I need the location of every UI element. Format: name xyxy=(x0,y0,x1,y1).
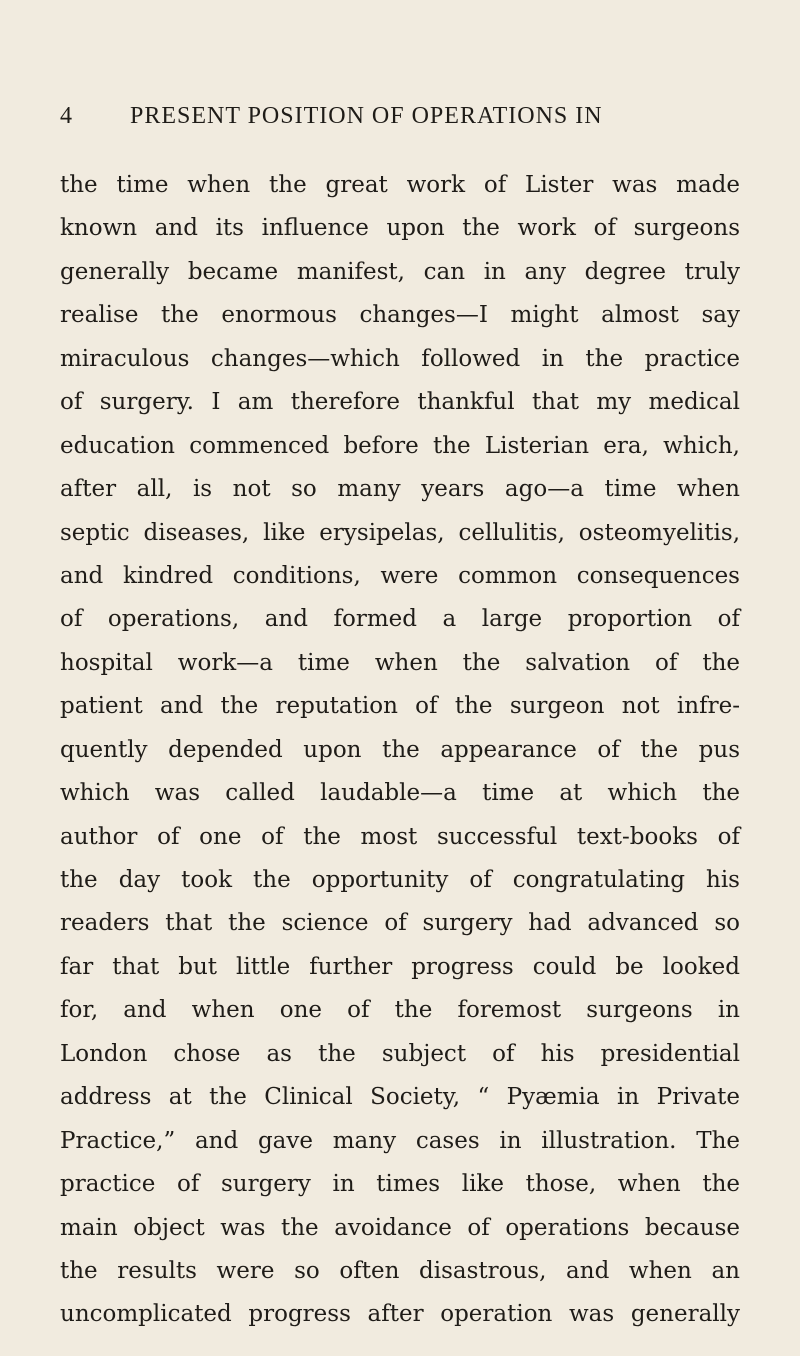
text-line: quently depended upon the appearance of the pus xyxy=(60,736,740,763)
text-line: after all, is not so many years ago—a time when xyxy=(60,476,740,503)
text-line: and kindred conditions, were common consequences xyxy=(60,562,740,589)
text-line: practice of surgery in times like those, when the xyxy=(60,1171,740,1198)
text-line: known and its influence upon the work of surgeons xyxy=(60,215,740,242)
text-line: hospital work—a time when the salvation of the xyxy=(60,649,740,676)
text-line: the results were so often disastrous, and when an xyxy=(60,1257,740,1284)
text-line: which was called laudable—a time at which the xyxy=(60,780,740,807)
text-line: far that but little further progress could be looked xyxy=(60,953,740,980)
running-title: PRESENT POSITION OF OPERATIONS IN xyxy=(130,103,603,129)
text-line: main object was the avoidance of operations because xyxy=(60,1214,740,1241)
text-line: realise the enormous changes—I might almost say xyxy=(60,302,740,329)
body-text xyxy=(60,164,740,1337)
text-line: miraculous changes—which followed in the practice xyxy=(60,345,740,372)
text-line: author of one of the most successful text-books of xyxy=(60,823,740,850)
text-line: for, and when one of the foremost surgeons in xyxy=(60,997,740,1024)
text-line: education commenced before the Listerian era, which, xyxy=(60,432,740,459)
page-number: 4 xyxy=(60,103,73,129)
text-line: Practice,” and gave many cases in illustration. The xyxy=(60,1127,740,1154)
text-line: generally became manifest, can in any degree truly xyxy=(60,258,740,285)
running-head xyxy=(60,103,740,143)
text-line: address at the Clinical Society, “ Pyæmia in Private xyxy=(60,1084,740,1111)
text-line: readers that the science of surgery had advanced so xyxy=(60,910,740,937)
text-line: London chose as the subject of his presidential xyxy=(60,1040,740,1067)
text-line: septic diseases, like erysipelas, cellulitis, osteomyelitis, xyxy=(60,519,740,546)
text-line: uncomplicated progress after operation was generally xyxy=(60,1301,740,1328)
text-line: patient and the reputation of the surgeon not infre- xyxy=(60,693,740,720)
text-line: of operations, and formed a large proportion of xyxy=(60,606,740,633)
text-line: of surgery. I am therefore thankful that my medical xyxy=(60,389,740,416)
text-line: the time when the great work of Lister was made xyxy=(60,172,740,198)
text-line: the day took the opportunity of congratulating his xyxy=(60,867,740,893)
